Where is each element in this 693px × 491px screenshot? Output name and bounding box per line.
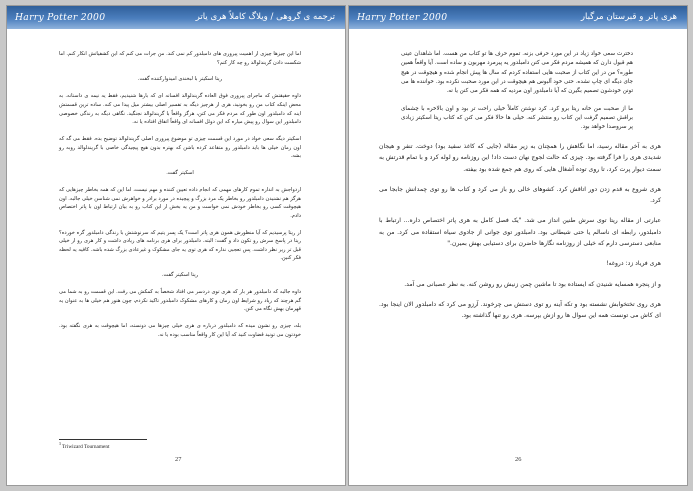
paragraph: هری روی تختخوابش نشسته بود و تکه آینه رو توی دستش می چرخوند. آرزو می کرد که دامبلدور الان اینجا بود. ای کاش می تونست همه این سوال ها رو ازش بپرسه. هری رو تنها گذاشته بود.: [379, 300, 661, 320]
paragraph: ازدواجش به اندازه تموم کارهای مهمی که انجام داده تعیین کننده و مهم نیست، اما این که همه بخاطر چیزهایی که هرگز هم نشنیدن دامبلدور رو بخاطر یک مرد بزرگ و پیچیده در مورد برادر و خواهرش نمی شناسن خیلی جالبه. اون هیچوقت کسی رو بخاطر خودش نمی خواست و من یه بخش از این کتاب رو به بیان ارتباط اون با پاتر اختصاص دادم.: [59, 187, 301, 219]
page-header: [349, 6, 687, 29]
right-page: [348, 5, 688, 486]
paragraph: داوه جالبه که دامبلدور هر بار که هری توی دردسر می افتاد شخصاً به کمکش می رفت. این قسمت رو به شما می گم هرچند که زیاد رو شرایط اون زمان و کارهای مشکوک دامبلدور تاکید نکردم، چون هنوز هم خیلی ها به عنوان یه قهرمان بهش نگاه می کنن.: [59, 289, 301, 313]
paragraph: و از پنجره همسایه شنیدن که ایستاده بود تا ماشین چمن زنیش رو روشن کنه. به نظر عصبانی می آمد.: [404, 280, 661, 288]
footnote-divider: [59, 439, 147, 440]
footnote-text: Triwizard Tournament: [62, 443, 110, 450]
paragraph: هری فریاد زد: دروغه!: [606, 260, 661, 268]
header-brand: Harry Potter 2000: [15, 12, 106, 23]
paragraph: عبارتی از مقاله ریتا توی سرش طنین انداز می شد. "یک فصل کامل به هری پاتر اختصاص داره... ارتباط با دامبلدور، رابطه ای ناسالم یا حتی شیطانی بود. دامبلدور توی جوانی از جادوی سیاه استفاده می کرد. من به منابعی دسترسی دارم که خیلی از روزنامه نگارها حاضرن برای دستیابی بهش بمیرن.": [379, 217, 661, 248]
header-title: هری پاتر و قبرستان مرگبار: [580, 12, 677, 22]
left-page-body: [59, 50, 301, 348]
footnote: [59, 442, 109, 450]
header-title: ترجمه ی گروهی / ویلاگ کاملاً هری یاتر: [195, 12, 335, 22]
paragraph: اما این چیزها چیزی از اهمیت پیروزی های دامبلدور کم نمی کند. من جرات می کنم که این کشفیاتش انکار کنم. اما شکست دادن گریندلوالد رو چه کار کنم؟: [59, 51, 301, 66]
paragraph: اسکیتر گفت.: [166, 170, 194, 177]
paragraph: ریتا اسکیتر با لبخندی امیدوارکننده گفت.: [137, 76, 223, 83]
header-brand: Harry Potter 2000: [357, 12, 448, 23]
paragraph: دخترت سعی خواد زیاد در این مورد حرفی بزنه. تموم حرف ها تو کتاب من هست. اما شاهدان عینی هم قبول دارن که همیشه مردم فکر می کنن دامبلدور یه پیرمرد مهربون و ساده است. آیا واقعاً همین طوره؟ من در این کتاب از صحبت هایی استفاده کردم که سال ها پیش انجام شده و هیچوقت در هیچ جای دیگه ای چاپ نشده. حتی خود آلبوس هم هیچوقت در این مورد صحبت نکرده بود. خواننده ها می تونن خودشون تصمیم بگیرن که آیا دامبلدور اون مردیه که همه فکر می کنن یا نه.: [401, 51, 633, 95]
left-page: [6, 5, 346, 486]
paragraph: هری به آخر مقاله رسید، اما نگاهش را همچنان به زیر مقاله (جایی که کاغذ سفید بود) دوخت. تنفر و هیجان شدیدی هری را فرا گرفته بود. چیزی که حالت لجوج نهان دست داد! این روزنامه رو لوله کرد و با تمام قدرتش به سمت دیوار پرت کرد، تا روی توده آشغال هایی که روی هم جمع شده بود بیفته.: [379, 142, 661, 173]
page-number: 26: [515, 456, 522, 463]
paragraph: ما از صحبت من خانه ریتا برو کرد. کرد نوشتن کاملاً خیلی راحت تر بود و اون بالاخره با چشمای براقش تصمیم گرفت این کتاب رو منتشر کنه. خیلی ها حالا فکر می کنن که کتاب ریتا اسکیتر زیادی پر سروصدا خواهد بود.: [401, 105, 633, 131]
paragraph: هری شروع به قدم زدن دور اتاقش کرد. کشوهای خالی رو باز می کرد و کتاب ها رو توی چمدانش جابجا می کرد.: [379, 185, 661, 205]
quoted-block: [379, 50, 661, 133]
paragraph: ریتا اسکیتر گفت.: [161, 272, 199, 279]
paragraph: از ریتا پرسیدیم که آیا منظورش همون هری پاتر است؟ یک پسر یتیم که سرنوشتش با زندگی دامبلدور گره خورده؟ ریتا در پاسخ سرش رو تکون داد و گفت: البته. دامبلدور برای هری برنامه های زیادی داشت و کار هری رو از خیلی قبل تر زیر نظر داشت. پس تعجبی نداره که هری توی یه جای مشکوک و غیرعادی بزرگ شده باشه. کافیه یه لحظه فکر کنین.: [59, 229, 301, 262]
paragraph: بله، چیزی رو نشون میده که دامبلدور درباره ی هری خیلی چیزها می دونسته، اما هیچوقت به هری نگفته بود. خودتون می تونید قضاوت کنید که آیا این کار واقعاً مناسب بوده یا نه.: [59, 323, 301, 338]
right-page-body: [379, 50, 661, 331]
footnote-marker: 3: [59, 442, 61, 446]
page-number: 27: [175, 456, 182, 463]
paragraph: داوه حقیقتش که ماجرای پیروزی فوق العاده گریندلوالد افسانه ای که بارها شنیدیم، فقط یه نیمه ی داستانه. به محض اینکه کتاب من رو بخونید، هری از هرچیز دیگه به تفسیر اصلی بیشتر میل پیدا می کنه. ساده ترین قسمتش اینه که دامبلدور اون طور که مردم فکر می کنن، هرگز واقعاً با گریندلوالد نجنگید. نگاهی دیگه به زندگی خصوصی دامبلدور این سوال رو پیش میاره که این دوئل افسانه ای واقعاً اتفاق افتاده یا نه.: [59, 93, 301, 126]
paragraph: اسکیتر دیگه سعی خواد در مورد این قسمت چیزی تو موضوع پیروزی اصلی گریندلوالد توضیح بده. فقط می گه که اون زمان خیلی ها باید دامبلدور رو متقاعد کرده باشن که بهتره بدون هیچ پیچیدگی خاصی با گریندلوالد روبه رو بشه.: [59, 136, 301, 160]
page-header: [7, 6, 345, 29]
